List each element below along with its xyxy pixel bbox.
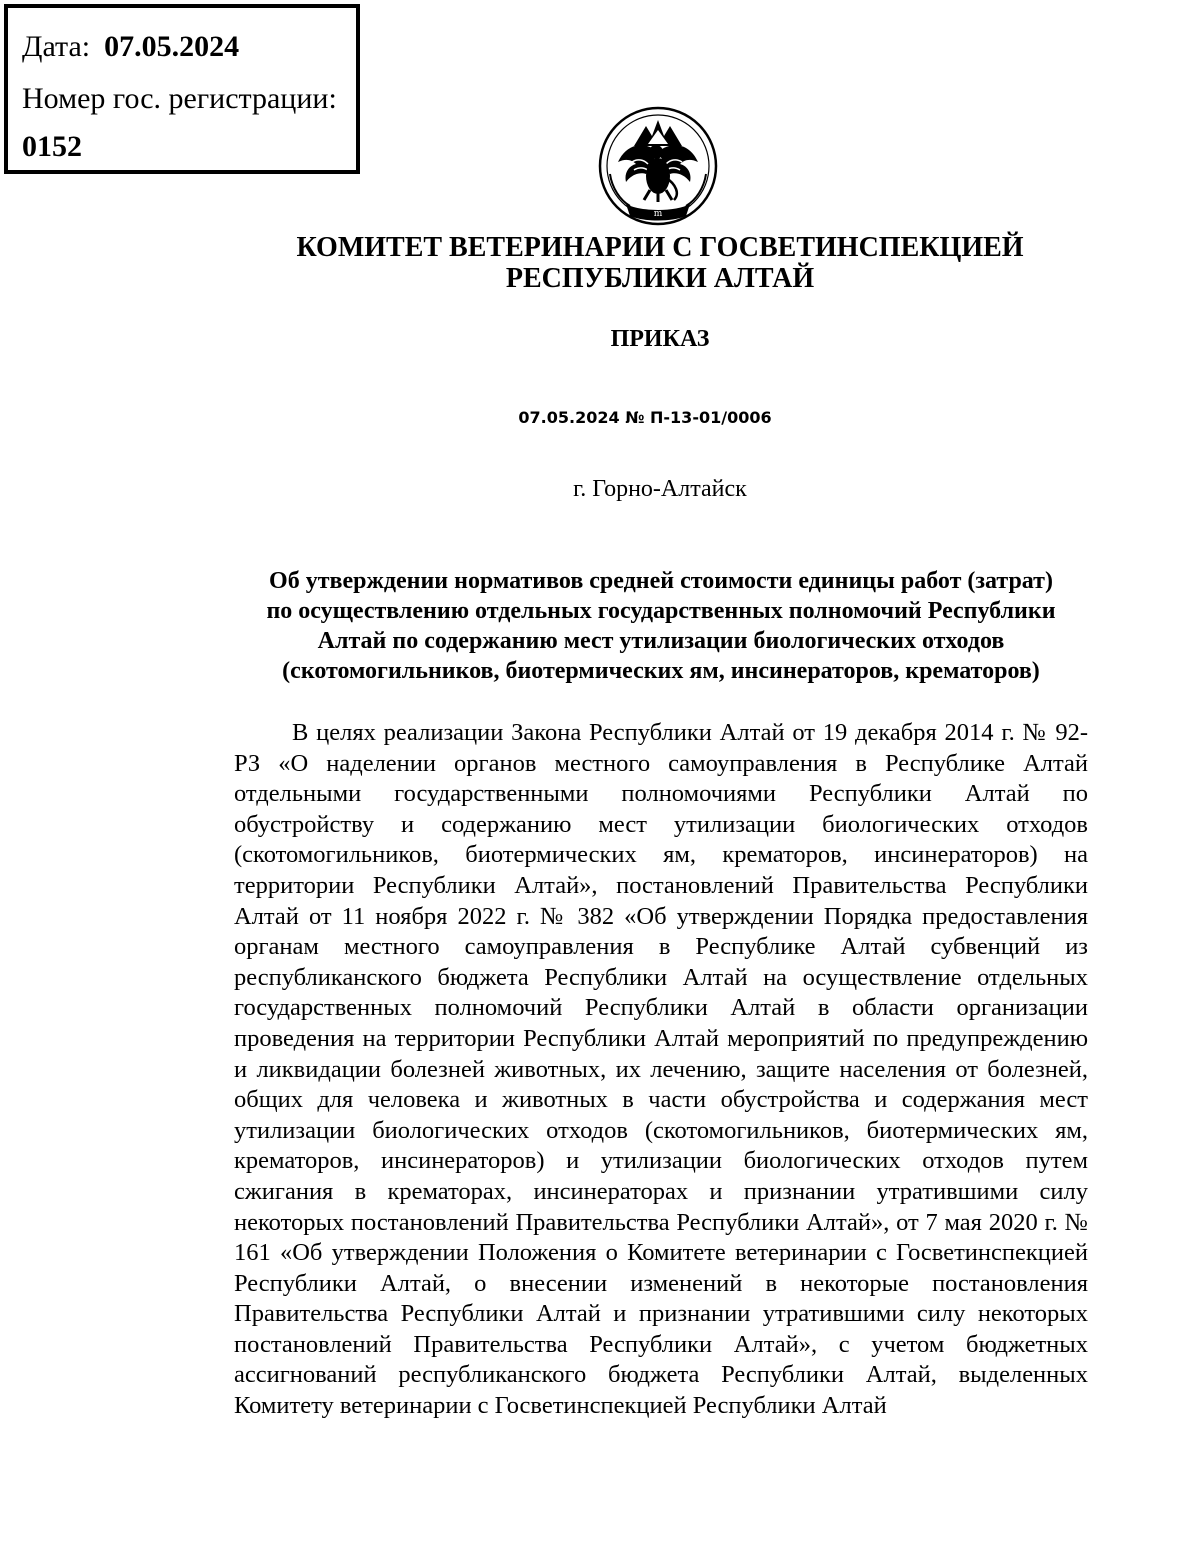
registration-date-label: Дата: bbox=[22, 30, 91, 63]
registration-stamp-box bbox=[4, 4, 360, 174]
subject-line4: (скотомогильников, биотермических ям, инсинераторов, крематоров) bbox=[282, 658, 1040, 684]
registration-number-value: 0152 bbox=[22, 130, 82, 163]
document-city: г. Горно-Алтайск bbox=[573, 476, 747, 502]
subject-line1: Об утверждении нормативов средней стоимости единицы работ (затрат) bbox=[269, 568, 1053, 594]
document-subject bbox=[232, 566, 1090, 686]
emblem-caption: m bbox=[653, 209, 663, 219]
subject-line2: по осуществлению отдельных государственных полномочий Республики bbox=[266, 598, 1056, 624]
registration-date-value: 07.05.2024 bbox=[104, 30, 240, 63]
body-paragraph: В целях реализации Закона Республики Алтай от 19 декабря 2014 г. № 92-РЗ «О наделении органов местного самоуправления в Республике Алтай отдельными государственными полномочиями Республики Алтай по обустройству и содержанию мест утилизации биологических отходов (скотомогильников, биотермических ям, крематоров, инсинераторов) на территории Республики Алтай», постановлений Правительства Республики Алтай от 11 ноября 2022 г. № 382 «Об утверждении Порядка предоставления органам местного самоуправления в Республике Алтай субвенций из республиканского бюджета Республики Алтай на осуществление отдельных государственных полномочий Республики Алтай в области организации проведения на территории Республики Алтай мероприятий по предупреждению и ликвидации болезней животных, их лечению, защите населения от болезней, общих для человека и животных в части обустройства и содержания мест утилизации биологических отходов (скотомогильников, биотермических ям, крематоров, инсинераторов) и утилизации биологических отходов путем сжигания в крематорах, инсинераторах и признании утратившими силу некоторых постановлений Правительства Республики Алтай», от 7 мая 2020 г. № 161 «Об утверждении Положения о Комитете ветеринарии с Госветинспекцией Республики Алтай, о внесении изменений в некоторые постановления Правительства Республики Алтай и признании утратившими силу некоторых постановлений Правительства Республики Алтай», с учетом бюджетных ассигнований республиканского бюджета Республики Алтай, выделенных Комитету ветеринарии с Госветинспекцией Республики Алтай bbox=[234, 719, 1088, 1420]
document-date-number: 07.05.2024 № П-13-01/0006 bbox=[518, 408, 772, 427]
document-type: ПРИКАЗ bbox=[610, 326, 710, 352]
registration-date-row bbox=[22, 30, 239, 64]
organization-title bbox=[240, 232, 1080, 294]
organization-title-line2: РЕСПУБЛИКИ АЛТАЙ bbox=[505, 263, 815, 294]
organization-title-line1: КОМИТЕТ ВЕТЕРИНАРИИ С ГОСВЕТИНСПЕКЦИЕЙ bbox=[296, 232, 1024, 263]
altai-coat-of-arms-icon bbox=[596, 104, 720, 228]
subject-line3: Алтай по содержанию мест утилизации биологических отходов bbox=[317, 628, 1005, 654]
registration-number-label: Номер гос. регистрации: bbox=[22, 82, 337, 115]
